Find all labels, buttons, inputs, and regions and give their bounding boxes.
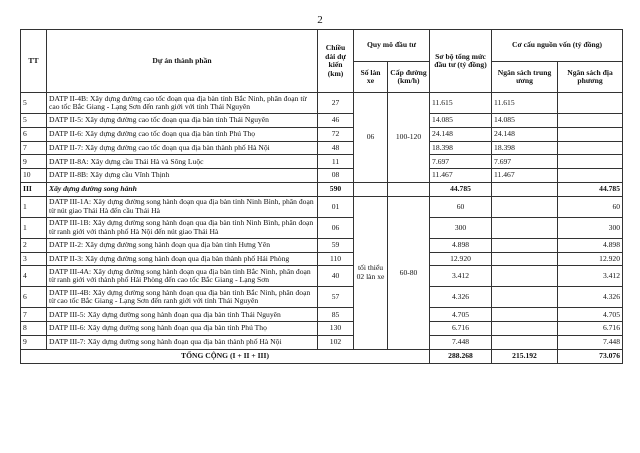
cell-local bbox=[558, 127, 623, 141]
grand-total-row bbox=[21, 349, 623, 363]
cell-local: 4.705 bbox=[558, 308, 623, 322]
table-row bbox=[21, 308, 623, 322]
cell-tt: 6 bbox=[21, 287, 47, 308]
cell-project: DATP II-2: Xây dựng đường song hành đoạn qua địa bàn tỉnh Hưng Yên bbox=[47, 238, 318, 252]
cell-project: DATP II-7: Xây dựng đường cao tốc đoạn qua địa bàn thành phố Hà Nội bbox=[47, 141, 318, 155]
cell-local bbox=[558, 114, 623, 128]
cell-tt: 1 bbox=[21, 217, 47, 238]
cell-central: 11.615 bbox=[492, 93, 558, 114]
cell-tt: 9 bbox=[21, 335, 47, 349]
table-row bbox=[21, 335, 623, 349]
cell-total: 12.920 bbox=[430, 252, 492, 266]
investment-table bbox=[20, 29, 623, 364]
cell-tt: 7 bbox=[21, 141, 47, 155]
cell-local bbox=[558, 155, 623, 169]
cell-tt: 2 bbox=[21, 238, 47, 252]
cell-central bbox=[492, 238, 558, 252]
cell-length: 11 bbox=[318, 155, 354, 169]
cell-tt: 10 bbox=[21, 169, 47, 183]
cell-total: 7.697 bbox=[430, 155, 492, 169]
cell-project: DATP III-7: Xây dựng đường song hành đoạn qua địa bàn thành phố Hà Nội bbox=[47, 335, 318, 349]
cell-length: 110 bbox=[318, 252, 354, 266]
cell-tt: 9 bbox=[21, 155, 47, 169]
grand-total-central: 215.192 bbox=[492, 349, 558, 363]
cell-length: 59 bbox=[318, 238, 354, 252]
cell-central bbox=[492, 196, 558, 217]
table-row bbox=[21, 141, 623, 155]
header-central: Ngân sách trung ương bbox=[492, 62, 558, 93]
cell-local: 60 bbox=[558, 196, 623, 217]
cell-central: 11.467 bbox=[492, 169, 558, 183]
table-row bbox=[21, 238, 623, 252]
cell-length: 06 bbox=[318, 217, 354, 238]
cell-tt: 8 bbox=[21, 322, 47, 336]
cell-central: 18.398 bbox=[492, 141, 558, 155]
cell-length: 57 bbox=[318, 287, 354, 308]
cell-local: 7.448 bbox=[558, 335, 623, 349]
cell-project: DATP III-4B: Xây dựng đường song hành đoạn qua địa bàn tỉnh Bắc Ninh, phân đoạn từ cao tốc Bắc Giang - Lạng Sơn đến ranh giới với tỉnh Thái Nguyên bbox=[47, 287, 318, 308]
cell-project: DATP II-4B: Xây dựng đường cao tốc đoạn qua địa bàn tỉnh Bắc Ninh, phân đoạn từ cao tốc Bắc Giang - Lạng Sơn đến ranh giới với tỉnh Thái Nguyên bbox=[47, 93, 318, 114]
header-project: Dự án thành phần bbox=[47, 30, 318, 93]
section-title: Xây dựng đường song hành bbox=[47, 182, 318, 196]
table-row bbox=[21, 114, 623, 128]
cell-tt: 1 bbox=[21, 196, 47, 217]
cell-project: DATP II-6: Xây dựng đường cao tốc đoạn qua địa bàn tỉnh Phú Thọ bbox=[47, 127, 318, 141]
cell-project: DATP III-1A: Xây dựng đường song hành đoạn qua địa bàn tỉnh Ninh Bình, phân đoạn từ nút giao Thái Hà đến cầu Thái Hà bbox=[47, 196, 318, 217]
cell-local bbox=[558, 169, 623, 183]
cell-local: 3.412 bbox=[558, 266, 623, 287]
cell-central bbox=[492, 335, 558, 349]
cell-central: 14.085 bbox=[492, 114, 558, 128]
cell-grade-group2: 100-120 bbox=[388, 93, 430, 183]
cell-length: 08 bbox=[318, 169, 354, 183]
cell-project: DATP III-6: Xây dựng đường song hành đoạn qua địa bàn tỉnh Phú Thọ bbox=[47, 322, 318, 336]
cell-project: DATP III-1B: Xây dựng đường song hành đoạn qua địa bàn tỉnh Ninh Bình, phân đoạn từ ranh giới với thành phố Hà Nội đến nút giao Thái Hà bbox=[47, 217, 318, 238]
cell-central: 24.148 bbox=[492, 127, 558, 141]
table-row bbox=[21, 287, 623, 308]
cell-lanes-group2: 06 bbox=[354, 93, 388, 183]
cell-tt: 4 bbox=[21, 266, 47, 287]
header-scale: Quy mô đầu tư bbox=[354, 30, 430, 62]
header-row-1 bbox=[21, 30, 623, 62]
cell-local: 300 bbox=[558, 217, 623, 238]
section-local: 44.785 bbox=[558, 182, 623, 196]
cell-grade-group3: 60-80 bbox=[388, 196, 430, 349]
header-length: Chiều dài dự kiến (km) bbox=[318, 30, 354, 93]
cell-length: 102 bbox=[318, 335, 354, 349]
cell-length: 27 bbox=[318, 93, 354, 114]
table-row bbox=[21, 252, 623, 266]
cell-central bbox=[492, 287, 558, 308]
header-tt: TT bbox=[21, 30, 47, 93]
cell-total: 3.412 bbox=[430, 266, 492, 287]
table-row bbox=[21, 127, 623, 141]
cell-length: 01 bbox=[318, 196, 354, 217]
cell-local: 4.898 bbox=[558, 238, 623, 252]
cell-total: 7.448 bbox=[430, 335, 492, 349]
cell-project: DATP II-3: Xây dựng đường song hành đoạn qua địa bàn thành phố Hải Phòng bbox=[47, 252, 318, 266]
section-grade bbox=[388, 182, 430, 196]
table-row bbox=[21, 217, 623, 238]
grand-total-local: 73.076 bbox=[558, 349, 623, 363]
cell-local: 12.920 bbox=[558, 252, 623, 266]
section-lanes bbox=[354, 182, 388, 196]
cell-lanes-group3: tối thiểu 02 làn xe bbox=[354, 196, 388, 349]
cell-total: 24.148 bbox=[430, 127, 492, 141]
cell-project: DATP III-4A: Xây dựng đường song hành đoạn qua địa bàn tỉnh Bắc Ninh, phân đoạn từ ranh giới với thành phố Hải Phòng đến cao tốc Bắc Giang - Lạng Sơn bbox=[47, 266, 318, 287]
cell-length: 130 bbox=[318, 322, 354, 336]
cell-total: 4.898 bbox=[430, 238, 492, 252]
table-row bbox=[21, 169, 623, 183]
cell-length: 46 bbox=[318, 114, 354, 128]
cell-length: 48 bbox=[318, 141, 354, 155]
cell-tt: 5 bbox=[21, 93, 47, 114]
cell-total: 300 bbox=[430, 217, 492, 238]
table-row bbox=[21, 322, 623, 336]
section-tt: III bbox=[21, 182, 47, 196]
section-central bbox=[492, 182, 558, 196]
cell-central bbox=[492, 217, 558, 238]
table-row bbox=[21, 266, 623, 287]
cell-total: 14.085 bbox=[430, 114, 492, 128]
cell-project: DATP II-5: Xây dựng đường cao tốc đoạn qua địa bàn tỉnh Thái Nguyên bbox=[47, 114, 318, 128]
table-row bbox=[21, 155, 623, 169]
cell-total: 60 bbox=[430, 196, 492, 217]
grand-total-total: 288.268 bbox=[430, 349, 492, 363]
cell-total: 11.615 bbox=[430, 93, 492, 114]
header-lanes: Số làn xe bbox=[354, 62, 388, 93]
section-length: 590 bbox=[318, 182, 354, 196]
section-total: 44.785 bbox=[430, 182, 492, 196]
header-grade: Cấp đường (km/h) bbox=[388, 62, 430, 93]
cell-length: 40 bbox=[318, 266, 354, 287]
table-row bbox=[21, 196, 623, 217]
cell-project: DATP II-8B: Xây dựng cầu Vĩnh Thịnh bbox=[47, 169, 318, 183]
cell-length: 72 bbox=[318, 127, 354, 141]
cell-total: 4.326 bbox=[430, 287, 492, 308]
cell-total: 4.705 bbox=[430, 308, 492, 322]
page-number: 2 bbox=[317, 14, 323, 26]
cell-total: 6.716 bbox=[430, 322, 492, 336]
header-local: Ngân sách địa phương bbox=[558, 62, 623, 93]
header-total: Sơ bộ tổng mức đầu tư (tỷ đồng) bbox=[430, 30, 492, 93]
cell-tt: 3 bbox=[21, 252, 47, 266]
cell-tt: 5 bbox=[21, 114, 47, 128]
cell-length: 85 bbox=[318, 308, 354, 322]
cell-local: 4.326 bbox=[558, 287, 623, 308]
table-row bbox=[21, 93, 623, 114]
cell-central bbox=[492, 252, 558, 266]
cell-local bbox=[558, 141, 623, 155]
cell-total: 18.398 bbox=[430, 141, 492, 155]
section-row bbox=[21, 182, 623, 196]
cell-central bbox=[492, 322, 558, 336]
cell-local bbox=[558, 93, 623, 114]
cell-project: DATP III-5: Xây dựng đường song hành đoạn qua địa bàn tỉnh Thái Nguyên bbox=[47, 308, 318, 322]
cell-local: 6.716 bbox=[558, 322, 623, 336]
header-capital: Cơ cấu nguồn vốn (tỷ đồng) bbox=[492, 30, 623, 62]
cell-central: 7.697 bbox=[492, 155, 558, 169]
cell-tt: 6 bbox=[21, 127, 47, 141]
cell-central bbox=[492, 308, 558, 322]
grand-total-label: TỔNG CỘNG (I + II + III) bbox=[21, 349, 430, 363]
cell-total: 11.467 bbox=[430, 169, 492, 183]
cell-tt: 7 bbox=[21, 308, 47, 322]
cell-central bbox=[492, 266, 558, 287]
cell-project: DATP II-8A: Xây dựng cầu Thái Hà và Sông Luộc bbox=[47, 155, 318, 169]
